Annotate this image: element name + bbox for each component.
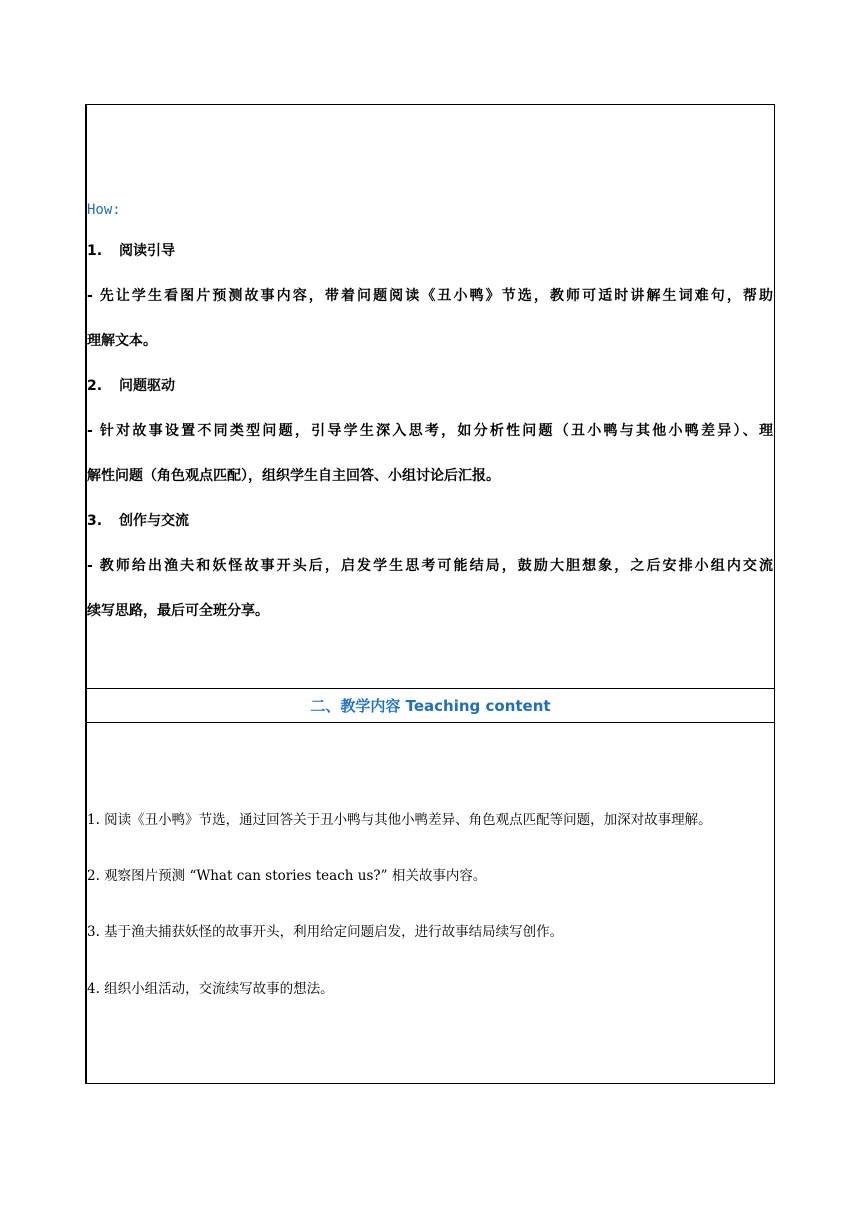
how-label: How: — [87, 202, 121, 218]
content-item-1: 1. 阅读《丑小鸭》节选，通过回答关于丑小鸭与其他小鸭差异、角色观点匹配等问题，加深对故事理解。 — [87, 812, 712, 828]
item-number: 2. — [87, 378, 103, 394]
item-number: 1. — [87, 243, 103, 259]
how-item-2-desc-line2: 解性问题（角色观点匹配），组织学生自主回答、小组讨论后汇报。 — [87, 468, 500, 484]
how-item-3-desc-line1: - 教师给出渔夫和妖怪故事开头后，启发学生思考可能结局，鼓励大胆想象，之后安排小组内交流 — [87, 558, 773, 574]
how-item-1-heading — [87, 242, 175, 260]
item-heading: 创作与交流 — [119, 513, 189, 529]
how-item-3-heading — [87, 512, 189, 530]
how-item-1-desc-line2: 理解文本。 — [87, 333, 157, 349]
content-item-2: 2. 观察图片预测 “What can stories teach us?” 相关故事内容。 — [87, 868, 487, 884]
item-number: 3. — [87, 513, 103, 529]
item-heading: 问题驱动 — [119, 378, 175, 394]
how-item-3-desc-line2: 续写思路，最后可全班分享。 — [87, 603, 269, 619]
content-item-3: 3. 基于渔夫捕获妖怪的故事开头，利用给定问题启发，进行故事结局续写创作。 — [87, 924, 564, 940]
how-item-1-desc-line1: - 先让学生看图片预测故事内容，带着问题阅读《丑小鸭》节选，教师可适时讲解生词难句，帮助 — [87, 288, 773, 304]
how-item-2-heading — [87, 377, 175, 395]
section-title-teaching-content: 二、教学内容 Teaching content — [310, 696, 551, 715]
item-heading: 阅读引导 — [119, 243, 175, 259]
how-item-2-desc-line1: - 针对故事设置不同类型问题，引导学生深入思考，如分析性问题（丑小鸭与其他小鸭差异）、理 — [87, 423, 773, 439]
table-divider — [85, 722, 775, 723]
content-item-4: 4. 组织小组活动，交流续写故事的想法。 — [87, 981, 334, 997]
